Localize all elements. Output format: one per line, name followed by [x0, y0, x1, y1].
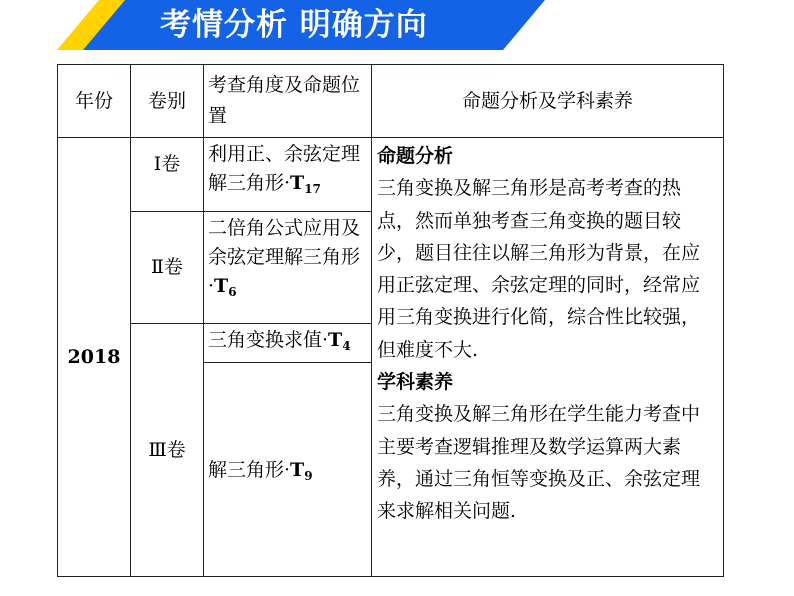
- header-analysis: 命题分析及学科素养: [372, 65, 724, 138]
- volume-cell: Ⅰ卷: [131, 138, 204, 212]
- volume-cell: Ⅲ卷: [131, 324, 204, 577]
- header-volume: 卷别: [131, 65, 204, 138]
- question-number: T: [328, 329, 343, 351]
- table-row: [58, 138, 724, 212]
- position-cell: [204, 324, 372, 363]
- table-header-row: [58, 65, 724, 138]
- year-cell: 2018: [58, 138, 131, 577]
- question-number: T: [214, 275, 229, 297]
- header-year: 年份: [58, 65, 131, 138]
- position-text: 利用正、余弦定理解三角形·: [208, 143, 361, 194]
- banner-title: 考情分析 明确方向: [160, 7, 428, 43]
- analysis-heading-1: 命题分析: [377, 145, 454, 167]
- question-number: T: [290, 459, 305, 481]
- position-cell: [204, 138, 372, 212]
- question-subscript: 9: [304, 469, 313, 483]
- header-banner: [0, 0, 794, 50]
- analysis-cell: [372, 138, 724, 577]
- volume-cell: Ⅱ卷: [131, 212, 204, 324]
- position-text: 二倍角公式应用及余弦定理解三角形·: [208, 217, 361, 297]
- header-position: 考查角度及命题位置: [204, 65, 372, 138]
- position-text: 解三角形·: [208, 459, 291, 481]
- question-subscript: 17: [304, 182, 321, 196]
- question-number: T: [290, 172, 305, 194]
- question-subscript: 4: [342, 339, 351, 353]
- position-cell: [204, 212, 372, 324]
- position-text: 三角变换求值·: [208, 329, 329, 351]
- analysis-body-1: 三角变换及解三角形是高考考查的热点，然而单独考查三角变换的题目较少，题目往往以解三角形为背景，在应用正弦定理、余弦定理的同时，经常应用三角变换进行化简，综合性比较强，但难度不大.: [377, 177, 701, 361]
- analysis-body-2: 三角变换及解三角形在学生能力考查中主要考查逻辑推理及数学运算两大素养，通过三角恒等变换及正、余弦定理来求解相关问题.: [377, 403, 701, 523]
- analysis-heading-2: 学科素养: [377, 371, 454, 394]
- question-subscript: 6: [228, 285, 237, 299]
- position-cell: [204, 363, 372, 577]
- exam-analysis-table: [57, 64, 724, 577]
